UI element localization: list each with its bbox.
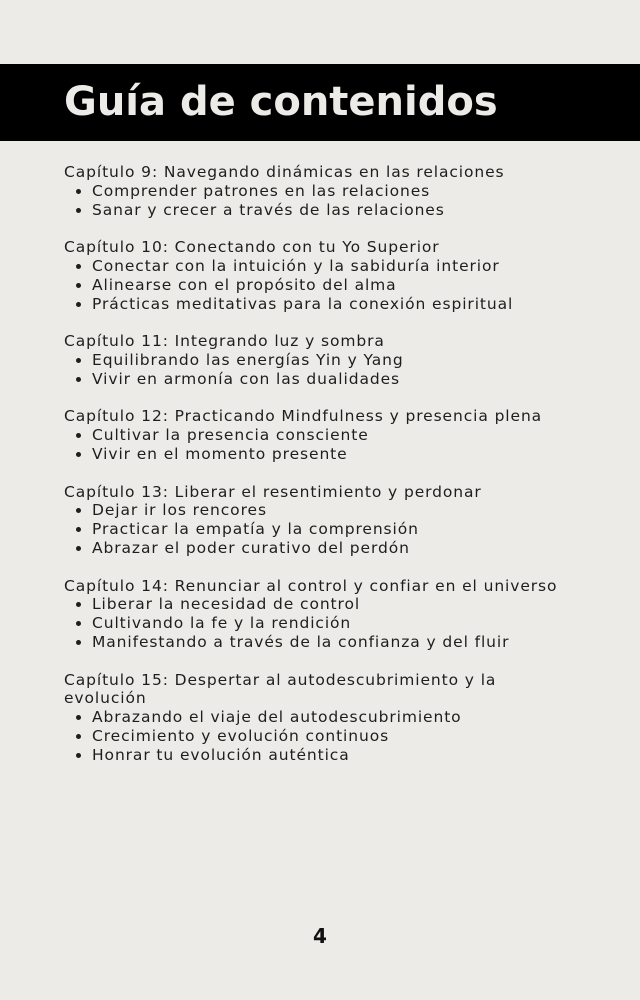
chapter-title: Capítulo 9: Navegando dinámicas en las relaciones (64, 163, 505, 181)
chapter-block (64, 238, 584, 313)
chapter-title: Capítulo 10: Conectando con tu Yo Superior (64, 238, 440, 257)
list-item: Abrazar el poder curativo del perdón (64, 539, 584, 558)
list-item: Liberar la necesidad de control (64, 595, 584, 614)
list-item: Sanar y crecer a través de las relaciones (64, 201, 584, 220)
chapter-item-list (64, 595, 584, 651)
chapter-block (64, 407, 584, 463)
chapter-block (64, 163, 584, 219)
page-title: Guía de contenidos (64, 79, 498, 125)
chapter-block (64, 577, 584, 652)
list-item: Honrar tu evolución auténtica (64, 746, 584, 765)
list-item: Cultivando la fe y la rendición (64, 614, 584, 633)
page-number: 4 (313, 924, 327, 948)
chapter-item-list (64, 182, 584, 220)
list-item: Vivir en armonía con las dualidades (64, 370, 584, 389)
list-item: Equilibrando las energías Yin y Yang (64, 351, 584, 370)
list-item: Prácticas meditativas para la conexión espiritual (64, 295, 584, 314)
chapter-item-list (64, 501, 584, 557)
list-item: Dejar ir los rencores (64, 501, 584, 520)
chapter-block (64, 332, 584, 388)
list-item: Abrazando el viaje del autodescubrimiento (64, 708, 584, 727)
chapter-item-list (64, 426, 584, 464)
chapter-title: Capítulo 15: Despertar al autodescubrimiento y la evolución (64, 670, 497, 708)
list-item: Crecimiento y evolución continuos (64, 727, 584, 746)
chapter-item-list (64, 708, 584, 764)
chapter-title: Capítulo 14: Renunciar al control y confiar en el universo (64, 576, 558, 595)
chapter-title: Capítulo 12: Practicando Mindfulness y presencia plena (64, 407, 543, 426)
chapter-title: Capítulo 13: Liberar el resentimiento y perdonar (64, 482, 482, 501)
list-item: Practicar la empatía y la comprensión (64, 520, 584, 539)
list-item: Vivir en el momento presente (64, 445, 584, 464)
title-banner (0, 64, 640, 141)
chapter-item-list (64, 257, 584, 313)
chapter-block (64, 671, 584, 765)
list-item: Comprender patrones en las relaciones (64, 182, 584, 201)
list-item: Manifestando a través de la confianza y del fluir (64, 633, 584, 652)
chapter-title: Capítulo 11: Integrando luz y sombra (64, 332, 385, 351)
chapter-block (64, 483, 584, 558)
chapter-item-list (64, 351, 584, 389)
list-item: Alinearse con el propósito del alma (64, 276, 584, 295)
list-item: Conectar con la intuición y la sabiduría interior (64, 257, 584, 276)
table-of-contents (64, 163, 584, 783)
list-item: Cultivar la presencia consciente (64, 426, 584, 445)
